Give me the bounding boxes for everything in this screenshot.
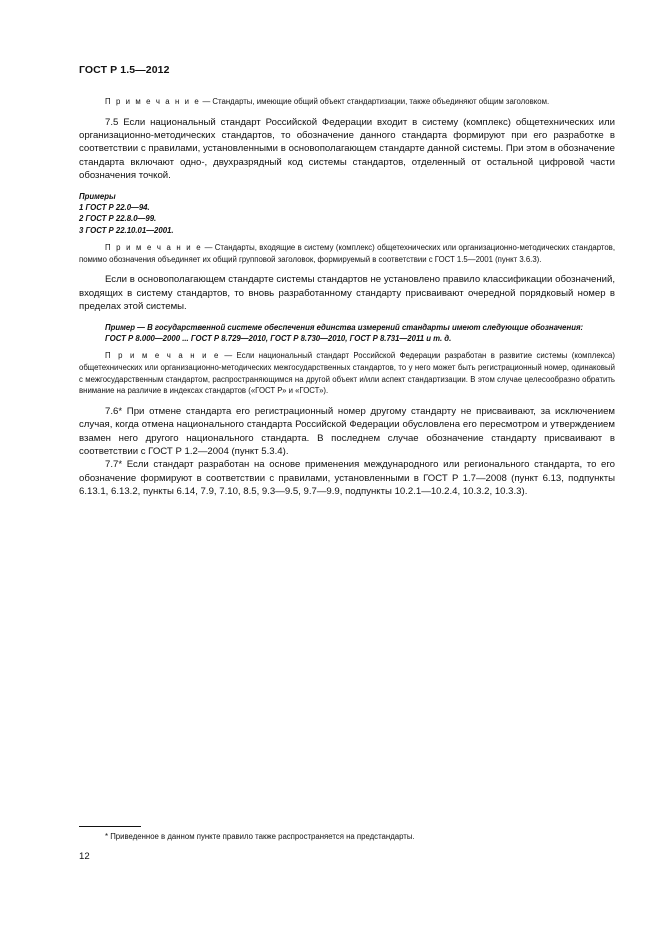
note-text: — Если национальный стандарт Российской Федерации разработан в развитие системы (комплекса) общетехнических или организационно-методических межгосударственных стандартов, то у него может быть регистрационный номер, одинаковый с межгосударственным стандартом, распространяющимся на другой объект и/или аспект стандартизации. В этом случае целесообразно обратить внимание на различие в индексах стандартов («ГОСТ Р» и «ГОСТ»). [79, 351, 615, 396]
note-text: — Стандарты, входящие в систему (комплекс) общетехнических или организационно-методических стандартов, помимо обозначения объединяет их общий групповой заголовок, формируемый в соответствии с ГОСТ 1.5—2001 (пункт 3.6.3). [79, 243, 615, 264]
footnote-separator [79, 826, 141, 827]
paragraph-classification: Если в основополагающем стандарте системы стандартов не установлено правило классификации обозначений, входящих в систему стандартов, то вновь разработанному стандарту присваивают очередной порядковый номер в пределах этой системы. [79, 274, 615, 313]
document-header: ГОСТ Р 1.5—2012 [79, 64, 170, 76]
paragraph-7-5: 7.5 Если национальный стандарт Российской Федерации входит в систему (комплекс) общетехнических или организационно-методических стандартов, то обозначение данного стандарта формируют при его разработке в соответствии с правилами, установленными в основополагающем стандарте данной системы. При этом в обозначение стандарта включают одно-, двухразрядный код системы стандартов, отделенный от остальной цифровой части обозначения точкой. [79, 116, 615, 182]
example-gsi-list: ГОСТ Р 8.000—2000 ... ГОСТ Р 8.729—2010, ГОСТ Р 8.730—2010, ГОСТ Р 8.731—2011 и т. д. [105, 334, 452, 344]
page-number: 12 [79, 851, 90, 862]
examples-block [79, 191, 615, 237]
example-item: 1 ГОСТ Р 22.0—94. [79, 203, 150, 213]
note-label: П р и м е ч а н и е [105, 97, 201, 106]
note-system-standards [79, 242, 615, 265]
note-text: — Стандарты, имеющие общий объект стандартизации, также объединяют общим заголовком. [200, 97, 550, 106]
note-label: П р и м е ч а н и е [105, 351, 220, 361]
example-gsi-intro: Пример — В государственной системе обеспечения единства измерений стандарты имеют следующие обозначения: [105, 322, 584, 332]
paragraph-7-6: 7.6* При отмене стандарта его регистрационный номер другому стандарту не присваивают, за исключением случая, когда отмена национального стандарта Российской Федерации обусловлена его пересмотром и утверждением взамен него другого национального стандарта. В последнем случае обозначение стандарту присваивают в соответствии с ГОСТ Р 1.2—2004 (пункт 5.3.4). [79, 405, 615, 458]
examples-heading: Примеры [79, 191, 116, 201]
note-standards-common-object [79, 96, 615, 108]
note-label: П р и м е ч а н и е [105, 243, 203, 253]
paragraph-7-7: 7.7* Если стандарт разработан на основе применения международного или регионального стандарта, то его обозначение формируют в соответствии с правилами, установленными в ГОСТ Р 1.7—2008 (пункт 6.13, подпункты 6.13.1, 6.13.2, пункты 6.14, 7.9, 7.10, 8.5, 9.3—9.5, 9.7—9.9, подпункты 10.2.1—10.2.4, 10.3.2, 10.3.3). [79, 459, 615, 498]
footnote: * Приведенное в данном пункте правило также распространяется на предстандарты. [105, 832, 415, 841]
example-item: 3 ГОСТ Р 22.10.01—2001. [79, 225, 174, 235]
main-content [79, 96, 615, 499]
example-item: 2 ГОСТ Р 22.8.0—99. [79, 214, 157, 224]
note-interstate-standards [79, 350, 615, 396]
